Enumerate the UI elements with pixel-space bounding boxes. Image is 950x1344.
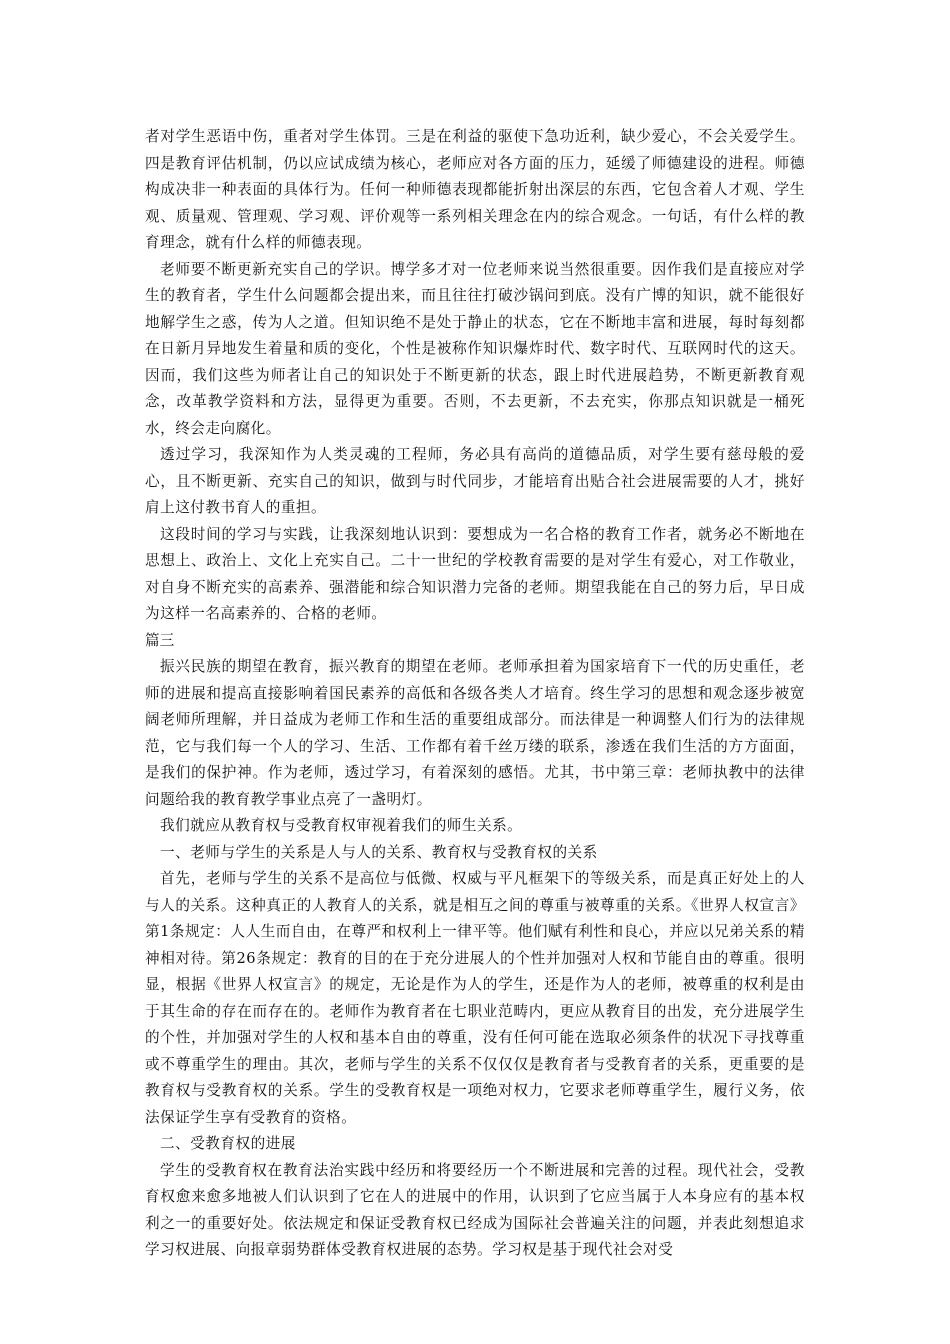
paragraph: 这段时间的学习与实践，让我深刻地认识到：要想成为一名合格的教育工作者，就务必不断地在思想上、政治上、文化上充实自己。二十一世纪的学校教育需要的是对学生有爱心，对工作敬业，对自身不断充实的高素养、强潜能和综合知识潜力完备的老师。期望我能在自己的努力后，早日成为这样一名高素养的、合格的老师。 — [145, 525, 805, 622]
paragraph: 振兴民族的期望在教育，振兴教育的期望在老师。老师承担着为国家培育下一代的历史重任，老师的进展和提高直接影响着国民素养的高低和各级各类人才培育。终生学习的思想和观念逐步被宽阔老师所理解，并日益成为老师工作和生活的重要组成部分。而法律是一种调整人们行为的法律规范，它与我们每一个人的学习、生活、工作都有着千丝万缕的联系，渗透在我们生活的方方面面，是我们的保护神。作为老师，透过学习，有着深刻的感悟。尤其，书中第三章：老师执教中的法律问题给我的教育教学事业点亮了一盏明灯。 — [145, 658, 805, 808]
paragraph: 透过学习，我深知作为人类灵魂的工程师，务必具有高尚的道德品质，对学生要有慈母般的爱心，且不断更新、充实自己的知识，做到与时代同步，才能培育出贴合社会进展需要的人才，挑好肩上这付教书育人的重担。 — [145, 446, 805, 516]
paragraph: 学生的受教育权在教育法治实践中经历和将要经历一个不断进展和完善的过程。现代社会，受教育权愈来愈多地被人们认识到了它在人的进展中的作用，认识到了它应当属于人本身应有的基本权利之一的重要好处。依法规定和保证受教育权已经成为国际社会普遍关注的问题，并表此刻想追求学习权进展、向报章弱势群体受教育权进展的态势。学习权是基于现代社会对受 — [145, 1161, 805, 1258]
paragraph: 者对学生恶语中伤，重者对学生体罚。三是在利益的驱使下急功近利，缺少爱心，不会关爱学生。四是教育评估机制，仍以应试成绩为核心，老师应对各方面的压力，延缓了师德建设的进程。师德构成决非一种表面的具体行为。任何一种师德表现都能折射出深层的东西，它包含着人才观、学生观、质量观、管理观、学习观、评价观等一系列相关理念在内的综合观念。一句话，有什么样的教育理念，就有什么样的师德表现。 — [145, 128, 805, 251]
paragraph: 老师要不断更新充实自己的学识。博学多才对一位老师来说当然很重要。因作我们是直接应对学生的教育者，学生什么问题都会提出来，而且往往打破沙锅问到底。没有广博的知识，就不能很好地解学生之惑，传为人之道。但知识绝不是处于静止的状态，它在不断地丰富和进展，每时每刻都在日新月异地发生着量和质的变化，个性是被称作知识爆炸时代、数字时代、互联网时代的这天。因而，我们这些为师者让自己的知识处于不断更新的状态，跟上时代进展趋势，不断更新教育观念，改革教学资料和方法，显得更为重要。否则，不去更新，不去充实，你那点知识就是一桶死水，终会走向腐化。 — [145, 260, 805, 437]
paragraph: 我们就应从教育权与受教育权审视着我们的师生关系。 — [160, 817, 523, 834]
paragraph: 首先，老师与学生的关系不是高位与低微、权威与平凡框架下的等级关系，而是真正好处上的人与人的关系。这种真正的人教育人的关系，就是相互之间的尊重与被尊重的关系。《世界人权宣言》第1条规定：人人生而自由，在尊严和权利上一律平等。他们赋有利性和良心，并应以兄弟关系的精神相对待。第26条规定：教育的目的在于充分进展人的个性并加强对人权和节能自由的尊重。很明显，根据《世界人权宣言》的规定，无论是作为人的学生，还是作为人的老师，被尊重的权利是由于其生命的存在而存在的。老师作为教育者在七职业范畴内，更应从教育目的出发，充分进展学生的个性，并加强对学生的人权和基本自由的尊重，没有任何可能在选取必须条件的状况下寻找尊重或不尊重学生的理由。其次，老师与学生的关系不仅仅仅是教育者与受教育者的关系，更重要的是教育权与受教育权的关系。学生的受教育权是一项绝对权力，它要求老师尊重学生，履行义务，依法保证学生享有受教育的资格。 — [145, 870, 805, 1126]
subheading: 二、受教育权的进展 — [160, 1135, 296, 1152]
section-heading: 篇三 — [145, 631, 175, 649]
document-body — [145, 124, 805, 1264]
subheading: 一、老师与学生的关系是人与人的关系、教育权与受教育权的关系 — [160, 843, 598, 861]
